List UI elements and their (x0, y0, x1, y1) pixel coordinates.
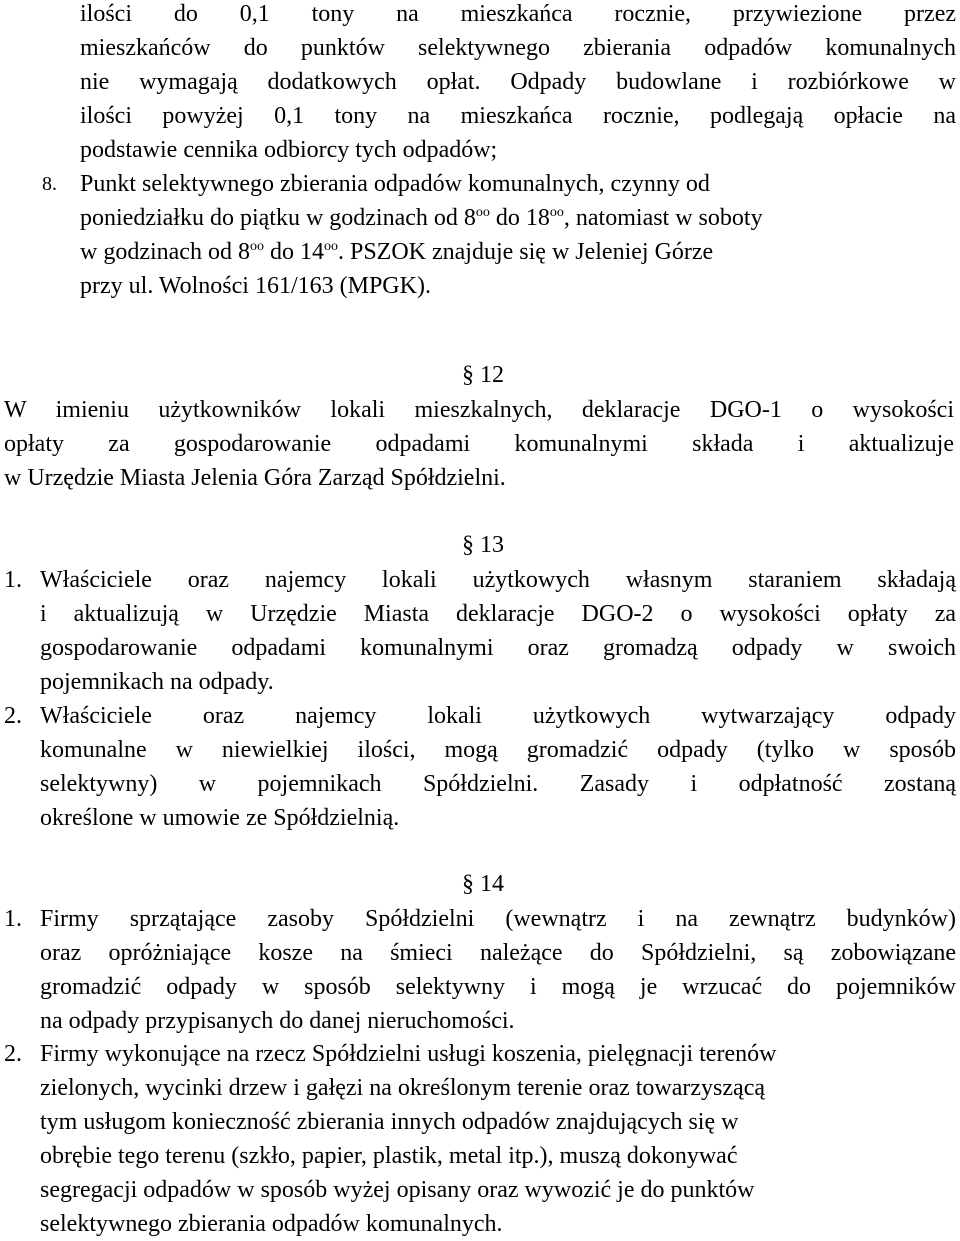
text-line: określone w umowie ze Spółdzielnią. (40, 805, 400, 831)
text-line: ilości do 0,1 tony na mieszkańca rocznie, przywiezione przez (80, 1, 956, 27)
list-item-number: 8. (42, 173, 57, 195)
list-item-number: 1. (4, 567, 22, 593)
text-line: przy ul. Wolności 161/163 (MPGK). (80, 273, 431, 299)
text-line: selektywny) w pojemnikach Spółdzielni. Zasady i odpłatność zostaną (40, 771, 956, 797)
text-line: podstawie cennika odbiorcy tych odpadów; (80, 137, 498, 163)
text-line: Właściciele oraz najemcy lokali użytkowych wytwarzający odpady (40, 703, 956, 729)
section-heading-12: § 12 (462, 362, 504, 388)
text-line: mieszkańców do punktów selektywnego zbierania odpadów komunalnych (80, 35, 956, 61)
text-line: komunalne w niewielkiej ilości, mogą gromadzić odpady (tylko w sposób (40, 737, 956, 763)
text-line: segregacji odpadów w sposób wyżej opisany oraz wywozić je do punktów (40, 1177, 755, 1203)
text-line: nie wymagają dodatkowych opłat. Odpady budowlane i rozbiórkowe w (80, 69, 956, 95)
text-line: Firmy wykonujące na rzecz Spółdzielni usługi koszenia, pielęgnacji terenów (40, 1041, 777, 1067)
text-line: pojemnikach na odpady. (40, 669, 274, 695)
text-line: w Urzędzie Miasta Jelenia Góra Zarząd Spółdzielni. (4, 465, 506, 491)
text-line: Punkt selektywnego zbierania odpadów komunalnych, czynny od (80, 171, 710, 197)
text-line: zielonych, wycinki drzew i gałęzi na określonym terenie oraz towarzyszącą (40, 1075, 766, 1101)
text-line: opłaty za gospodarowanie odpadami komunalnymi składa i aktualizuje (4, 431, 954, 457)
text-line: obrębie tego terenu (szkło, papier, plastik, metal itp.), muszą dokonywać (40, 1143, 738, 1169)
text-line: i aktualizują w Urzędzie Miasta deklaracje DGO-2 o wysokości opłaty za (40, 601, 956, 627)
list-item-number: 2. (4, 703, 22, 729)
section-heading-13: § 13 (462, 532, 504, 558)
text-line: Właściciele oraz najemcy lokali użytkowych własnym staraniem składają (40, 567, 956, 593)
text-line: tym usługom konieczność zbierania innych odpadów znajdujących się w (40, 1109, 739, 1135)
text-line: ilości powyżej 0,1 tony na mieszkańca rocznie, podlegają opłacie na (80, 103, 956, 129)
text-line: poniedziałku do piątku w godzinach od $8^{oo}$ do $18^{oo}$, natomiast w soboty (80, 205, 763, 231)
text-line: selektywnego zbierania odpadów komunalnych. (40, 1211, 503, 1237)
list-item-number: 1. (4, 906, 22, 932)
text-line: gromadzić odpady w sposób selektywny i mogą je wrzucać do pojemników (40, 974, 956, 1000)
text-line: gospodarowanie odpadami komunalnymi oraz gromadzą odpady w swoich (40, 635, 956, 661)
text-line: oraz opróżniające kosze na śmieci należące do Spółdzielni, są zobowiązane (40, 940, 956, 966)
text-line: na odpady przypisanych do danej nieruchomości. (40, 1008, 515, 1034)
text-line: w godzinach od $8^{oo}$ do $14^{oo}$. PSZOK znajduje się w Jeleniej Górze (80, 239, 714, 265)
text-line: Firmy sprzątające zasoby Spółdzielni (wewnątrz i na zewnątrz budynków) (40, 906, 956, 932)
section-heading-14: § 14 (462, 871, 504, 897)
list-item-number: 2. (4, 1041, 22, 1067)
text-line: W imieniu użytkowników lokali mieszkalnych, deklaracje DGO-1 o wysokości (4, 397, 954, 423)
